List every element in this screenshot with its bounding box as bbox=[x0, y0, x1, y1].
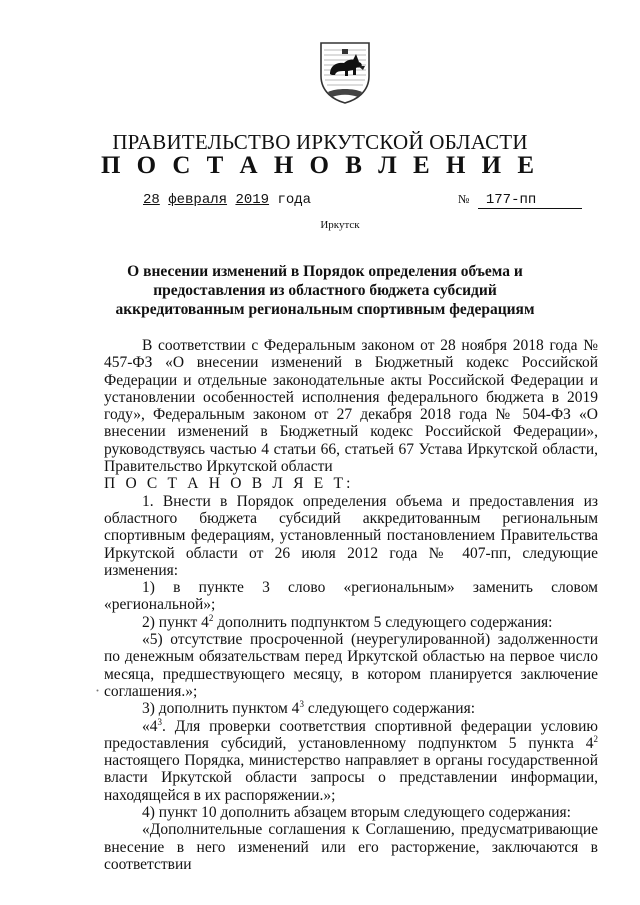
document-kind-title: П О С Т А Н О В Л Е Н И Е bbox=[100, 152, 540, 179]
item-text: дополнить подпунктом 5 следующего содержания: bbox=[213, 613, 553, 631]
item-text: следующего содержания: bbox=[303, 700, 476, 718]
number-sign: № bbox=[458, 192, 470, 206]
document-subject: О внесении изменений в Порядок определения объема и предоставления из областного бюджета субсидий аккредитованным региональным спортивным федерациям bbox=[115, 263, 535, 318]
item-paragraph: «5) отсутствие просроченной (неурегулированной) задолженности по денежным обязательствам перед Иркутской областью на первое число месяца, предшествующего месяцу, в котором планируется заключение соглашения.»; bbox=[104, 631, 598, 700]
item-paragraph bbox=[104, 614, 598, 631]
item-text: 2) пункт 4 bbox=[142, 613, 209, 631]
item-text: 3) дополнить пунктом 4 bbox=[142, 700, 300, 718]
government-name: ПРАВИТЕЛЬСТВО ИРКУТСКОЙ ОБЛАСТИ bbox=[112, 130, 528, 154]
item-text: настоящего Порядка, министерство направляет в органы государственной власти Иркутской области запросы о представлении информации, находящейся в их распоряжении.»; bbox=[104, 752, 598, 804]
document-body bbox=[104, 337, 598, 873]
superscript: 3 bbox=[157, 716, 162, 727]
superscript: 3 bbox=[299, 699, 304, 710]
item-text: «4 bbox=[142, 717, 158, 735]
city-name: Иркутск bbox=[320, 219, 360, 231]
document-number bbox=[458, 192, 582, 209]
irkutsk-coat-of-arms-icon bbox=[318, 40, 372, 104]
margin-dot bbox=[96, 689, 99, 692]
date-year: 2019 bbox=[235, 192, 270, 208]
preamble-paragraph: В соответствии с Федеральным законом от 28 ноября 2018 года № 457-ФЗ «О внесении изменений в Бюджетный кодекс Российской Федерации и отдельные законодательные акты Российской Федерации и установлении особенностей исполнения федерального бюджета в 2019 году», Федеральным законом от 27 декабря 2018 года № 504-ФЗ «О внесении изменений в Бюджетный кодекс Российской Федерации», руководствуясь частью 4 статьи 66, статьей 67 Устава Иркутской области, Правительство Иркутской области bbox=[104, 337, 598, 476]
item-paragraph: 1) в пункте 3 слово «региональным» заменить словом «региональной»; bbox=[104, 579, 598, 614]
item-paragraph: «Дополнительные соглашения к Соглашению, предусматривающие внесение в него изменений или его расторжение, заключаются в соответствии bbox=[104, 821, 598, 873]
item-paragraph bbox=[104, 700, 598, 717]
decree-word: П О С Т А Н О В Л Я Е Т: bbox=[104, 475, 354, 493]
document-date bbox=[143, 192, 311, 208]
date-suffix: года bbox=[277, 192, 312, 208]
superscript: 2 bbox=[208, 612, 214, 623]
date-month: февраля bbox=[168, 192, 228, 208]
item-paragraph: 4) пункт 10 дополнить абзацем вторым следующего содержания: bbox=[142, 804, 571, 822]
date-day: 28 bbox=[143, 192, 160, 208]
item-paragraph bbox=[104, 718, 598, 804]
superscript: 2 bbox=[593, 733, 598, 744]
item-text: . Для проверки соответствия спортивной федерации условию предоставления субсидий, установленному подпунктом 5 пункта 4 bbox=[104, 717, 598, 752]
number-value: 177-пп bbox=[478, 192, 582, 209]
item-paragraph: 1. Внести в Порядок определения объема и предоставления из областного бюджета субсидий аккредитованным региональным спортивным федерациям, установленный постановлением Правительства Иркутской области от 26 июля 2012 года № 407-пп, следующие изменения: bbox=[104, 492, 598, 579]
